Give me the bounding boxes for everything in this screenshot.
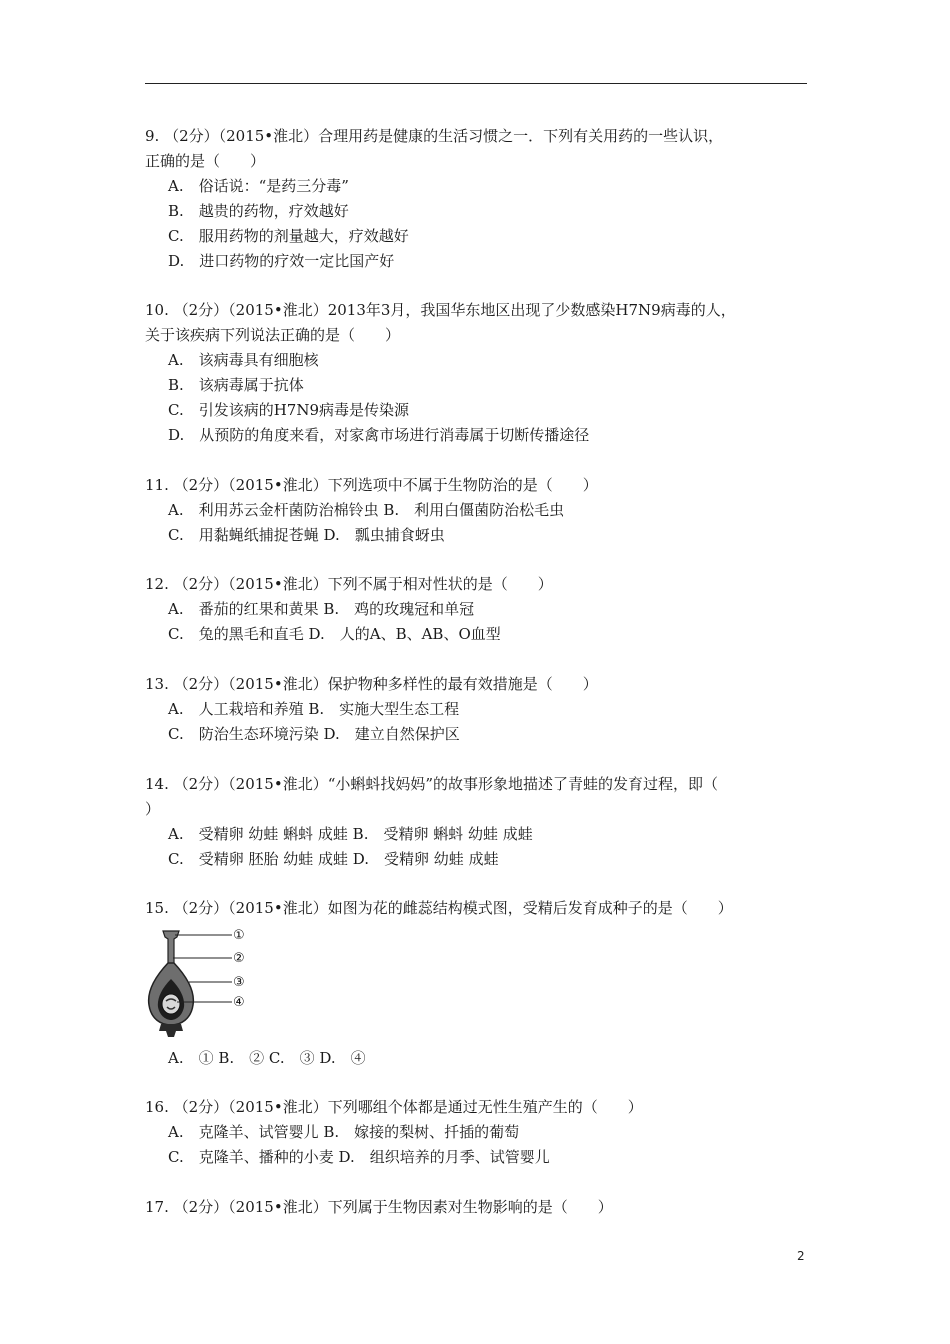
q13-stem: 13. （2分）（2015•淮北）保护物种多样性的最有效措施是（ ） [145,675,598,693]
q10-stem-line1: 10. （2分）（2015•淮北）2013年3月，我国华东地区出现了少数感染H7N9病毒的人， [145,301,736,319]
figure-label-3: ③ [233,975,245,990]
page-number: 2 [797,1249,805,1263]
q15-stem: 15. （2分）（2015•淮北）如图为花的雌蕊结构模式图，受精后发育成种子的是（ ） [145,899,733,917]
ovule-shape [162,994,180,1014]
q9-option-a: A. 俗话说：“是药三分毒” [168,177,349,195]
q10-option-a: A. 该病毒具有细胞核 [168,351,319,369]
q14-options-ab: A. 受精卵 幼蛙 蝌蚪 成蛙 B. 受精卵 蝌蚪 幼蛙 成蛙 [168,825,533,843]
q10-option-c: C. 引发该病的H7N9病毒是传染源 [168,401,410,419]
q12-stem: 12. （2分）（2015•淮北）下列不属于相对性状的是（ ） [145,575,553,593]
q14-options-cd: C. 受精卵 胚胎 幼蛙 成蛙 D. 受精卵 幼蛙 成蛙 [168,850,499,868]
q9-stem-line1: 9. （2分）（2015•淮北）合理用药是健康的生活习惯之一．下列有关用药的一些认识， [145,127,724,145]
q11-stem: 11. （2分）（2015•淮北）下列选项中不属于生物防治的是（ ） [145,476,598,494]
q12-options-ab: A. 番茄的红果和黄果 B. 鸡的玫瑰冠和单冠 [168,600,475,618]
q14-stem-line2: ） [145,800,161,818]
pistil-style-shape [163,931,179,965]
q13-options-ab: A. 人工栽培和养殖 B. 实施大型生态工程 [168,700,460,718]
q11-options-ab: A. 利用苏云金杆菌防治棉铃虫 B. 利用白僵菌防治松毛虫 [168,501,565,519]
q16-options-ab: A. 克隆羊、试管婴儿 B. 嫁接的梨树、扦插的葡萄 [168,1123,520,1141]
q10-option-d: D. 从预防的角度来看，对家禽市场进行消毒属于切断传播途径 [168,426,590,444]
q9-option-b: B. 越贵的药物，疗效越好 [168,202,349,220]
figure-label-2: ② [233,951,245,966]
q16-stem: 16. （2分）（2015•淮北）下列哪组个体都是通过无性生殖产生的（ ） [145,1098,643,1116]
q10-stem-line2: 关于该疾病下列说法正确的是（ ） [145,326,401,344]
q10-option-b: B. 该病毒属于抗体 [168,376,304,394]
figure-label-1: ① [233,928,245,943]
q13-options-cd: C. 防治生态环境污染 D. 建立自然保护区 [168,725,460,743]
q9-stem-line2: 正确的是（ ） [145,152,266,170]
q16-options-cd: C. 克隆羊、播种的小麦 D. 组织培养的月季、试管婴儿 [168,1148,550,1166]
receptacle-shape [159,1024,183,1031]
q12-options-cd: C. 兔的黑毛和直毛 D. 人的A、B、AB、O血型 [168,625,501,643]
q15-options: A. ① B. ② C. ③ D. ④ [168,1049,366,1067]
header-rule [145,83,807,84]
q9-option-c: C. 服用药物的剂量越大，疗效越好 [168,227,409,245]
q9-option-d: D. 进口药物的疗效一定比国产好 [168,252,395,270]
figure-label-4: ④ [233,995,245,1010]
pistil-diagram [145,927,255,1037]
pedicel-shape [166,1031,176,1037]
q14-stem-line1: 14. （2分）（2015•淮北）“小蝌蚪找妈妈”的故事形象地描述了青蛙的发育过程，即（ [145,775,719,793]
q17-stem: 17. （2分）（2015•淮北）下列属于生物因素对生物影响的是（ ） [145,1198,613,1216]
q11-options-cd: C. 用黏蝇纸捕捉苍蝇 D. 瓢虫捕食蚜虫 [168,526,445,544]
